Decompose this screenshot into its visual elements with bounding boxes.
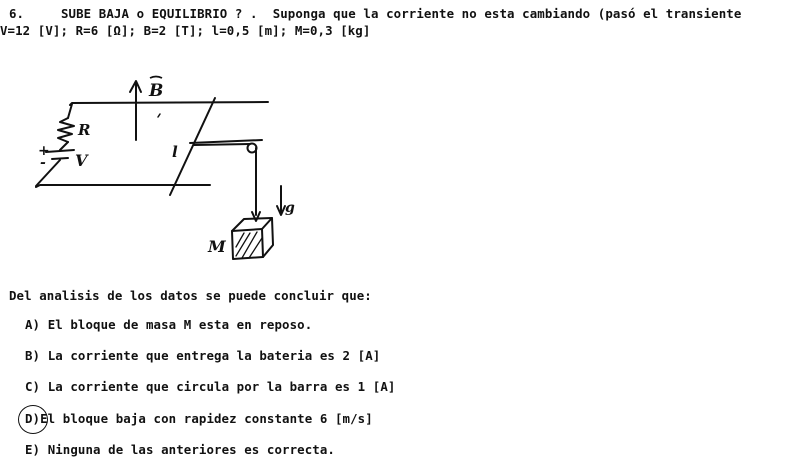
option-a-text: El bloque de masa M esta en reposo. xyxy=(47,317,313,332)
left-wire-mid xyxy=(60,142,68,150)
mass-label: M xyxy=(208,237,226,256)
resistor-label: R xyxy=(78,121,91,139)
option-c-letter: C) xyxy=(25,379,41,394)
b-field-label: B xyxy=(149,81,164,101)
option-e[interactable] xyxy=(25,443,335,457)
question-data-line: V=12 [V]; R=6 [Ω]; B=2 [T]; l=0,5 [m]; M=0,3 [kg] xyxy=(0,23,371,38)
left-wire-top xyxy=(68,104,72,118)
battery-short-plate xyxy=(52,158,68,159)
option-c[interactable] xyxy=(25,380,395,394)
bar-length-label: l xyxy=(172,143,178,161)
lower-rail xyxy=(36,185,210,187)
gravity-label: g xyxy=(285,200,295,216)
conclusion-prompt: Del analisis de los datos se puede concluir que: xyxy=(9,288,372,303)
option-e-letter: E) xyxy=(25,442,41,457)
question-number: 6. xyxy=(9,6,25,21)
option-b-letter: B) xyxy=(25,348,41,363)
battery-long-plate xyxy=(46,150,74,152)
thread-horizontal xyxy=(194,144,250,145)
voltage-label: V xyxy=(75,151,88,170)
option-b[interactable] xyxy=(25,349,380,363)
option-e-text: Ninguna de las anteriores es correcta. xyxy=(47,442,335,457)
question-statement: Suponga que la corriente no esta cambiando (pasó el transiente xyxy=(272,6,742,21)
upper-rail xyxy=(70,102,268,105)
answer-selection-circle xyxy=(18,405,48,434)
bar-tick xyxy=(158,114,160,117)
option-d-letter: D) xyxy=(25,411,41,426)
question-title: SUBE BAJA o EQUILIBRIO ? . xyxy=(61,6,258,21)
option-d-text: El bloque baja con rapidez constante 6 [m/s] xyxy=(40,411,373,426)
option-a-letter: A) xyxy=(25,317,41,332)
option-c-text: La corriente que circula por la barra es 1 [A] xyxy=(47,379,396,394)
battery-plus-label: + xyxy=(38,143,50,159)
option-b-text: La corriente que entrega la bateria es 2 [A] xyxy=(47,348,381,363)
option-a[interactable] xyxy=(25,318,312,332)
mass-block-hatch xyxy=(236,232,262,258)
battery-minus-label: - xyxy=(40,155,46,171)
b-vector-overline xyxy=(150,77,162,79)
right-rail-top xyxy=(190,140,262,143)
option-d[interactable] xyxy=(25,412,373,426)
resistor-symbol xyxy=(58,118,74,142)
